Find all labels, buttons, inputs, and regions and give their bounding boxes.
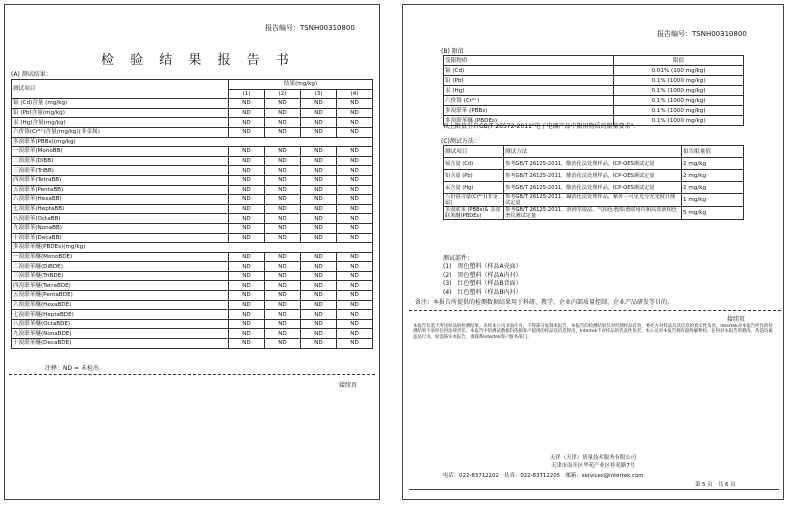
result-value: ND	[337, 252, 373, 262]
result-value: ND	[337, 127, 373, 137]
test-item: 十溴联苯(DecaBB)	[12, 233, 229, 243]
result-value: ND	[337, 99, 373, 109]
result-value: ND	[229, 147, 265, 157]
result-value: ND	[301, 319, 337, 329]
result-value: ND	[337, 166, 373, 176]
result-value: ND	[337, 185, 373, 195]
substance: 镉 (Cd)	[444, 66, 614, 76]
table-row	[12, 291, 373, 301]
result-value: ND	[337, 310, 373, 320]
result-value: ND	[229, 214, 265, 224]
method-item: 六价铬含量(Cr⁶⁺)(非金属)	[444, 194, 504, 207]
result-value: ND	[337, 300, 373, 310]
result-col-header: (3)	[301, 89, 337, 99]
result-value: ND	[301, 300, 337, 310]
header-result: 结果(mg/kg)	[229, 80, 373, 90]
table-row	[444, 76, 744, 86]
result-value: ND	[301, 166, 337, 176]
table-row	[12, 319, 373, 329]
note-nd: 注释：ND = 未检出	[45, 365, 99, 372]
substance: 六价铬 (Cr⁶⁺)	[444, 96, 614, 106]
method-desc: 参考GB/T 26125-2011，溶剂萃取法，气相色谱/质谱联用仪和高效液相色谱仪测试定量	[504, 207, 682, 220]
list-item: (1) 黑色塑料（样品A壳面）	[443, 263, 522, 270]
report-limit: 2 mg/kg	[682, 182, 744, 194]
table-row	[12, 214, 373, 224]
result-value: ND	[301, 329, 337, 339]
header-method: 测试方法	[504, 146, 682, 158]
test-item: 八溴联苯醚(OctaBDE)	[12, 319, 229, 329]
result-value: ND	[265, 127, 301, 137]
result-value: ND	[265, 310, 301, 320]
test-item: 四溴联苯(TetraBB)	[12, 175, 229, 185]
header-substance: 受限物质	[444, 56, 614, 66]
result-value: ND	[229, 262, 265, 272]
header-report-limit: 报告限量值	[682, 146, 744, 158]
report-number: 报告编号：TSNH00310800	[657, 30, 747, 38]
result-value: ND	[301, 147, 337, 157]
result-value: ND	[301, 175, 337, 185]
result-value: ND	[301, 310, 337, 320]
table-row	[444, 182, 744, 194]
result-value: ND	[301, 233, 337, 243]
result-value: ND	[301, 99, 337, 109]
result-value: ND	[265, 108, 301, 118]
section-b-label: (B) 限值	[441, 48, 464, 55]
result-value: ND	[301, 271, 337, 281]
test-item: 九溴联苯醚(NonaBDE)	[12, 329, 229, 339]
table-row	[12, 147, 373, 157]
method-item: 汞含量 (Hg)	[444, 182, 504, 194]
result-col-header: (2)	[265, 89, 301, 99]
section-c-label: (C)测试方法：	[441, 138, 480, 145]
result-value: ND	[265, 262, 301, 272]
result-value: ND	[265, 214, 301, 224]
table-row	[12, 108, 373, 118]
company-name: 天祥（天津）质量技术服务有限公司	[549, 455, 637, 461]
result-value: ND	[229, 127, 265, 137]
result-value: ND	[301, 252, 337, 262]
result-value: ND	[337, 233, 373, 243]
result-value: ND	[337, 291, 373, 301]
result-value: ND	[265, 156, 301, 166]
section-label: 多溴联苯醚(PBDEs)(mg/kg)	[12, 243, 373, 253]
result-value: ND	[337, 271, 373, 281]
result-value: ND	[337, 175, 373, 185]
result-value: ND	[337, 118, 373, 128]
result-value: ND	[265, 271, 301, 281]
parts-list	[443, 263, 522, 297]
table-row	[12, 252, 373, 262]
result-value: ND	[229, 166, 265, 176]
report-limit: 5 mg/kg	[682, 207, 744, 220]
table-row	[12, 271, 373, 281]
result-value: ND	[337, 329, 373, 339]
page-number: 第 5 页 共 6 页	[695, 482, 736, 488]
table-row	[444, 106, 744, 116]
table-row	[12, 185, 373, 195]
result-value: ND	[229, 252, 265, 262]
result-value: ND	[337, 339, 373, 349]
result-value: ND	[229, 223, 265, 233]
result-value: ND	[229, 233, 265, 243]
method-item: 铅含量 (Pb)	[444, 170, 504, 182]
test-item: 五溴联苯醚(PentaBDE)	[12, 291, 229, 301]
test-item: 四溴联苯醚(TetraBDE)	[12, 281, 229, 291]
table-row	[444, 66, 744, 76]
test-item: 二溴联苯醚(DiBDE)	[12, 262, 229, 272]
result-value: ND	[265, 147, 301, 157]
table-row	[12, 118, 373, 128]
limit-value: 0.1% (1000 mg/kg)	[614, 86, 744, 96]
test-item: 二溴联苯(DiBB)	[12, 156, 229, 166]
result-value: ND	[301, 156, 337, 166]
result-value: ND	[265, 300, 301, 310]
result-value: ND	[301, 204, 337, 214]
table-row	[12, 281, 373, 291]
result-value: ND	[265, 185, 301, 195]
result-value: ND	[229, 108, 265, 118]
test-item: 七溴联苯(HeptaBB)	[12, 204, 229, 214]
remark: 备注：本报告所提供的检测数据结果用于科研、教学、企业内部质量控制、企业产品研发等目的。	[415, 299, 674, 306]
result-value: ND	[301, 185, 337, 195]
test-item: 一溴联苯醚(MonoBDE)	[12, 252, 229, 262]
report-limit: 1 mg/kg	[682, 194, 744, 207]
substance: 多溴联苯醚 (PBDEs)	[444, 116, 614, 126]
result-value: ND	[229, 310, 265, 320]
result-value: ND	[337, 156, 373, 166]
substance: 铅 (Pb)	[444, 76, 614, 86]
table-row	[12, 99, 373, 109]
method-desc: 参考GB/T 26125-2011，碱消化法处理样品，紫外－可见光分光光度计测试定量	[504, 194, 682, 207]
result-value: ND	[265, 339, 301, 349]
result-value: ND	[265, 204, 301, 214]
table-row	[12, 233, 373, 243]
test-item: 六价铬(Cr⁶⁺)含量(mg/kg)(非金属)	[12, 127, 229, 137]
test-item: 一溴联苯(MonoBB)	[12, 147, 229, 157]
table-row	[12, 262, 373, 272]
result-value: ND	[301, 127, 337, 137]
result-value: ND	[229, 195, 265, 205]
result-value: ND	[265, 118, 301, 128]
table-row	[444, 194, 744, 207]
result-value: ND	[265, 291, 301, 301]
section-row	[12, 243, 373, 253]
result-value: ND	[229, 291, 265, 301]
result-value: ND	[265, 195, 301, 205]
divider	[9, 374, 375, 375]
report-number: 报告编号：TSNH00310800	[265, 24, 355, 32]
result-value: ND	[337, 214, 373, 224]
table-row	[12, 166, 373, 176]
section-row	[12, 137, 373, 147]
test-item: 十溴联苯醚(DecaBDE)	[12, 339, 229, 349]
result-value: ND	[301, 339, 337, 349]
test-item: 三溴联苯(TriBB)	[12, 166, 229, 176]
disclaimer: 本报告仅基于所送样品的检测结果。未经本公司书面许可，不得部分复制本报告。本报告的检测结果仅对所测样品有效，委托方对样品及其信息的真实性负责。Intertek对本报告所作的检测结果不承担任何法律责任。本报告中的测试数据均依据客户提供的样品及信息得出，Intertek不对样品的代表性负责。本公司对本报告拥有最终解释权，任何对本报告的篡改、伪造均属违法行为。如需核实本报告，请联系Intertek客户服务部门。	[413, 324, 773, 340]
test-item: 七溴联苯醚(HeptaBDE)	[12, 310, 229, 320]
result-value: ND	[229, 339, 265, 349]
result-col-header: (1)	[229, 89, 265, 99]
result-value: ND	[229, 271, 265, 281]
method-item: 多溴联苯 (PBBs)& 多溴联苯醚(PBDEs)	[444, 207, 504, 220]
result-value: ND	[265, 319, 301, 329]
result-value: ND	[265, 281, 301, 291]
test-item: 九溴联苯(NonaBB)	[12, 223, 229, 233]
result-value: ND	[229, 319, 265, 329]
result-value: ND	[301, 262, 337, 272]
limit-value: 0.1% (1000 mg/kg)	[614, 96, 744, 106]
result-value: ND	[265, 233, 301, 243]
result-value: ND	[301, 214, 337, 224]
result-value: ND	[301, 118, 337, 128]
result-value: ND	[229, 204, 265, 214]
report-title: 检 验 结 果 报 告 书	[101, 53, 295, 68]
result-value: ND	[229, 329, 265, 339]
contact-info: 电话：022-83712202 传真：022-83712205 邮箱：services@intertek.com	[443, 473, 644, 479]
result-value: ND	[265, 252, 301, 262]
method-desc: 参考GB/T 26125-2011，酸消化法处理样品，ICP-OES测试定量	[504, 170, 682, 182]
report-limit: 2 mg/kg	[682, 158, 744, 170]
header-item: 测试项目	[12, 80, 229, 99]
result-value: ND	[229, 185, 265, 195]
header-item: 测试项目	[444, 146, 504, 158]
table-row	[12, 223, 373, 233]
table-row	[444, 96, 744, 106]
result-value: ND	[337, 147, 373, 157]
divider	[409, 310, 781, 311]
result-value: ND	[265, 175, 301, 185]
result-value: ND	[301, 281, 337, 291]
test-item: 六溴联苯醚(HexaBDE)	[12, 300, 229, 310]
limit-value: 0.1% (1000 mg/kg)	[614, 76, 744, 86]
result-value: ND	[301, 108, 337, 118]
report-page-1	[4, 4, 380, 500]
table-row	[444, 170, 744, 182]
result-value: ND	[337, 195, 373, 205]
result-value: ND	[229, 99, 265, 109]
result-value: ND	[337, 262, 373, 272]
result-value: ND	[265, 223, 301, 233]
report-limit: 2 mg/kg	[682, 170, 744, 182]
limit-note: 以上限值引自GB/T 26572-2011"电子电器产品中限用物质的限量要求".	[443, 123, 636, 130]
result-value: ND	[229, 175, 265, 185]
limit-value: 0.1% (1000 mg/kg)	[614, 116, 744, 126]
result-value: ND	[301, 291, 337, 301]
results-table	[11, 79, 373, 349]
list-item: (3) 红色塑料（样品B背面）	[443, 280, 522, 288]
test-item: 汞 (Hg)含量(mg/kg)	[12, 118, 229, 128]
test-item: 镉 (Cd)含量 (mg/kg)	[12, 99, 229, 109]
test-item: 铅 (Pb)含量(mg/kg)	[12, 108, 229, 118]
continued-label: 接续页	[727, 316, 746, 323]
result-value: ND	[265, 166, 301, 176]
result-value: ND	[301, 195, 337, 205]
list-item: (4) 红色塑料（样品B内衬）	[443, 288, 522, 296]
table-row	[12, 195, 373, 205]
result-value: ND	[337, 108, 373, 118]
test-item: 八溴联苯(OctaBB)	[12, 214, 229, 224]
limits-header	[444, 56, 744, 66]
result-col-header: (4)	[337, 89, 373, 99]
result-value: ND	[337, 281, 373, 291]
result-value: ND	[337, 204, 373, 214]
table-row	[12, 339, 373, 349]
table-row	[12, 204, 373, 214]
parts-title: 测试部件：	[443, 255, 474, 262]
result-value: ND	[337, 319, 373, 329]
test-item: 三溴联苯醚(TriBDE)	[12, 271, 229, 281]
limit-value: 0.01% (100 mg/kg)	[614, 66, 744, 76]
result-value: ND	[229, 300, 265, 310]
result-value: ND	[301, 223, 337, 233]
table-row	[444, 86, 744, 96]
method-item: 镉含量 (Cd)	[444, 158, 504, 170]
table-row	[12, 329, 373, 339]
substance: 汞 (Hg)	[444, 86, 614, 96]
method-desc: 参考GB/T 26125-2011，酸消化法处理样品，ICP-OES测试定量	[504, 182, 682, 194]
methods-header	[444, 146, 744, 158]
result-value: ND	[265, 329, 301, 339]
table-row	[12, 300, 373, 310]
footer-rule	[409, 489, 779, 490]
table-row	[444, 158, 744, 170]
limit-value: 0.1% (1000 mg/kg)	[614, 106, 744, 116]
report-page-2	[402, 4, 784, 500]
table-row	[444, 207, 744, 220]
table-row	[12, 175, 373, 185]
list-item: (2) 黑色塑料（样品A内衬）	[443, 271, 522, 279]
table-row	[12, 127, 373, 137]
table-row	[12, 156, 373, 166]
section-label: 多溴联苯(PBBs)(mg/kg)	[12, 137, 373, 147]
substance: 多溴联苯 (PBBs)	[444, 106, 614, 116]
table-row	[12, 310, 373, 320]
limits-table	[443, 55, 744, 126]
test-item: 六溴联苯(HexaBB)	[12, 195, 229, 205]
result-value: ND	[229, 281, 265, 291]
section-a-label: (A) 测试结果：	[11, 71, 52, 78]
result-value: ND	[229, 156, 265, 166]
company-address: 天津市南开区华苑产业区桂苑路7号	[550, 463, 636, 469]
method-desc: 参考GB/T 26125-2011，酸消化法处理样品，ICP-OES测试定量	[504, 158, 682, 170]
result-value: ND	[337, 223, 373, 233]
result-value: ND	[229, 118, 265, 128]
methods-table	[443, 145, 744, 220]
header-limit: 限值	[614, 56, 744, 66]
test-item: 五溴联苯(PentaBB)	[12, 185, 229, 195]
result-value: ND	[265, 99, 301, 109]
continued-label: 接续页	[339, 382, 358, 389]
